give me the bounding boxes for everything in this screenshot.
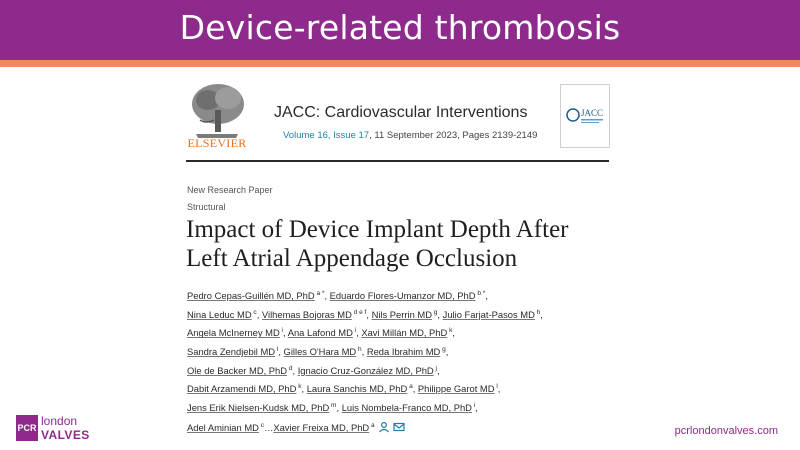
mail-icon[interactable] [393, 421, 405, 433]
journal-name[interactable]: JACC: Cardiovascular Interventions [274, 104, 528, 121]
pcr-mark: PCR [16, 415, 38, 441]
author-name[interactable]: Eduardo Flores-Umanzor MD, PhD [329, 290, 476, 301]
article-type: New Research Paper [187, 185, 273, 195]
author-name[interactable]: Ignacio Cruz-González MD, PhD [297, 364, 434, 376]
author-affiliation: h [534, 308, 541, 316]
author-name[interactable]: Julio Farjat-Pasos MD [442, 308, 535, 320]
author-affiliation: a [407, 383, 413, 391]
header-rule [186, 160, 609, 162]
author-line: Pedro Cepas-Guillén MD, PhD $^{a *}$, Eduardo Flores-Umanzor MD, PhD $^{b *}$, [187, 290, 488, 301]
author-line: Nina Leduc MD $^c$, Vilhemas Bojoras MD $^{d e f}$, Nils Perrin MD $^g$, Julio Farjat-Pasos MD $^h$, [187, 308, 543, 320]
issue-link[interactable]: Volume 16, Issue 17 [283, 130, 370, 141]
author-affiliation: c [258, 421, 264, 429]
author-ellipsis[interactable]: … [263, 421, 274, 433]
author-line: Jens Erik Nielsen-Kudsk MD, PhD $^m$, Luis Nombela-Franco MD, PhD $^i$, [187, 402, 478, 414]
journal-cover[interactable] [560, 84, 610, 148]
author-affiliation: i [279, 327, 283, 335]
journal-issue [283, 130, 537, 141]
article-section: Structural [187, 202, 226, 212]
author-name[interactable]: Laura Sanchis MD, PhD [306, 383, 408, 395]
author-name[interactable]: Sandra Zendjebil MD [187, 346, 276, 358]
author-name[interactable]: Jens Erik Nielsen-Kudsk MD, PhD [187, 402, 330, 414]
logo-line-valves: VALVES [41, 428, 90, 442]
author-name[interactable]: Reda Ibrahim MD [366, 346, 441, 358]
title-banner [0, 0, 800, 60]
author-name[interactable]: Gilles O'Hara MD [283, 346, 357, 358]
author-affiliation: d [287, 364, 293, 372]
publisher-wordmark: ELSEVIER [187, 136, 247, 150]
author-affiliation: c [251, 308, 257, 316]
author-list [187, 290, 647, 440]
paper-title [186, 215, 616, 273]
accent-stripe [0, 60, 800, 67]
author-line: Sandra Zendjebil MD $^l$, Gilles O'Hara MD $^h$, Reda Ibrahim MD $^g$, [187, 346, 449, 358]
author-affiliation: k [447, 327, 453, 335]
author-affiliation: l [275, 346, 279, 354]
author-affiliation: l [494, 383, 498, 391]
author-line [187, 421, 647, 440]
author-name[interactable]: Luis Nombela-Franco MD, PhD [341, 402, 472, 414]
author-affiliation: i [471, 402, 476, 410]
site-url[interactable]: pcrlondonvalves.com [674, 425, 778, 437]
author-line: Angela McInerney MD $^i$, Ana Lafond MD $^i$, Xavi Millán MD, PhD $^k$, [187, 327, 455, 339]
slide-title: Device-related thrombosis [179, 8, 621, 47]
author-name[interactable]: Xavi Millán MD, PhD [361, 327, 448, 339]
author-name[interactable]: Nils Perrin MD [371, 308, 432, 320]
author-name[interactable]: Pedro Cepas-Guillén MD, PhD [187, 290, 315, 301]
author-name[interactable]: Ana Lafond MD [287, 327, 353, 339]
paper-title-line: Left Atrial Appendage Occlusion [186, 245, 518, 272]
author-affiliation: a * [314, 290, 325, 297]
pcr-london-valves-logo [16, 413, 96, 443]
author-affiliation: j [433, 364, 437, 372]
author-name[interactable]: Nina Leduc MD [187, 308, 252, 320]
author-affiliation: d e f [351, 308, 367, 316]
person-icon[interactable] [378, 421, 390, 433]
author-affiliation: a [369, 421, 375, 429]
author-affiliation: i [352, 327, 357, 335]
author-affiliation: k [296, 383, 302, 391]
paper-title-line: Impact of Device Implant Depth After [186, 216, 569, 243]
author-name[interactable]: Xavier Freixa MD, PhD [273, 421, 370, 433]
issue-details: , 11 September 2023, Pages 2139-2149 [369, 130, 538, 141]
author-name[interactable]: Ole de Backer MD, PhD [187, 364, 288, 376]
cover-text: JACC [581, 108, 604, 118]
author-line: Dabit Arzamendi MD, PhD $^k$, Laura Sanchis MD, PhD $^a$, Philippe Garot MD $^l$, [187, 383, 501, 395]
author-name[interactable]: Angela McInerney MD [187, 327, 280, 339]
logo-line-london: london [41, 414, 78, 428]
author-affiliation: h [356, 346, 362, 354]
author-name[interactable]: Vilhemas Bojoras MD [261, 308, 352, 320]
author-affiliation: g [440, 346, 446, 354]
author-name[interactable]: Dabit Arzamendi MD, PhD [187, 383, 297, 395]
author-name[interactable]: Adel Aminian MD [187, 421, 259, 433]
cover-logo-icon [561, 85, 609, 147]
author-line: Ole de Backer MD, PhD $^d$, Ignacio Cruz-González MD, PhD $^j$, [187, 364, 440, 376]
author-affiliation: m [329, 402, 337, 410]
author-affiliation: b * [475, 290, 486, 297]
author-affiliation: g [431, 308, 438, 316]
author-name[interactable]: Philippe Garot MD [417, 383, 495, 395]
